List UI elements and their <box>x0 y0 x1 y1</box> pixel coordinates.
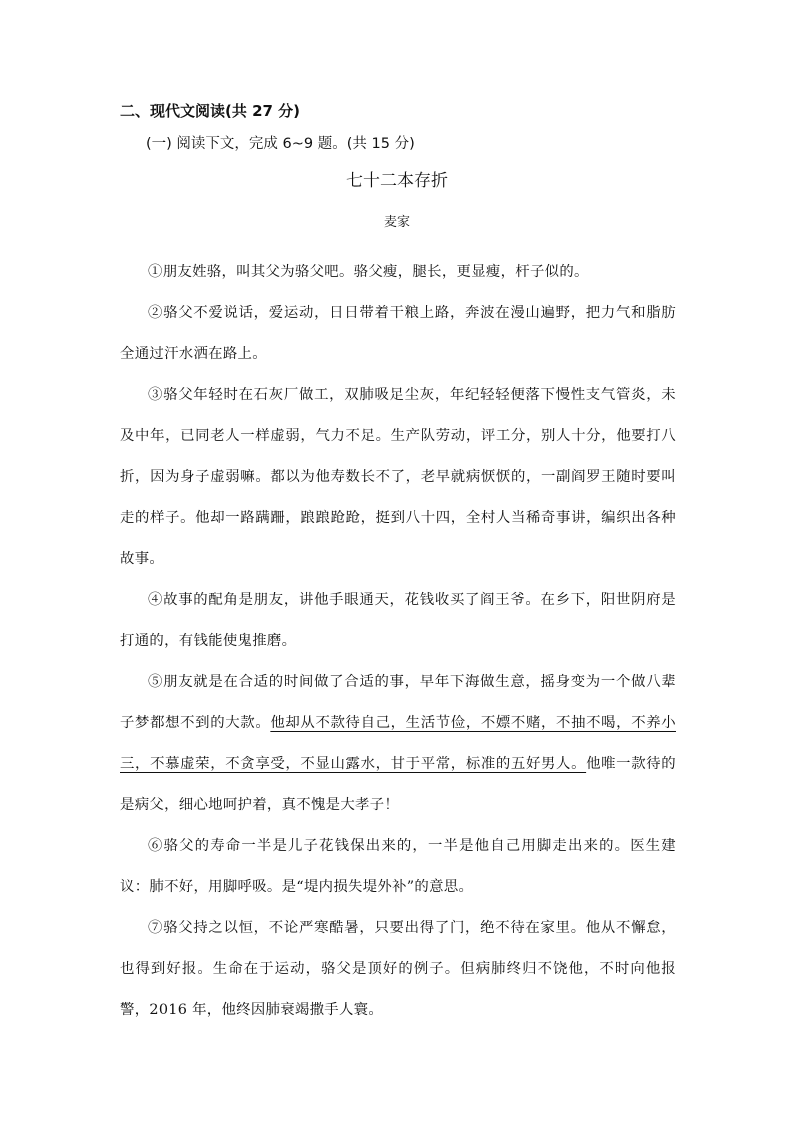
paragraph-5-tail: 他唯一款待的是病父，细心地呵护着，真不愧是大孝子！ <box>120 756 676 813</box>
paragraph-7: ⑦骆父持之以恒，不论严寒酷暑，只要出得了门，绝不待在家里。他从不懈怠，也得到好报。生命在于运动，骆父是顶好的例子。但病肺终归不饶他，不时向他报警，2016 年，他终因肺衰竭撒手人寰。 <box>120 920 676 1018</box>
reading-instruction: (一) 阅读下文，完成 6~9 题。(共 15 分) <box>146 136 415 152</box>
article-author: 麦家 <box>383 215 410 230</box>
article-body <box>120 252 676 1031</box>
paragraph-5-lead: ⑤朋友就是在合适的时间做了合适的事，早年下海做生意，摇身变为一个做八辈子梦都想不到的大款。 <box>120 674 676 731</box>
section-heading: 二、现代文阅读(共 27 分) <box>120 102 301 120</box>
paragraph-4: ④故事的配角是朋友，讲他手眼通天，花钱收买了阎王爷。在乡下，阳世阴府是打通的，有钱能使鬼推磨。 <box>120 592 676 649</box>
paragraph-1: ①朋友姓骆，叫其父为骆父吧。骆父瘦，腿长，更显瘦，杆子似的。 <box>148 264 589 280</box>
article-title: 七十二本存折 <box>346 171 448 191</box>
paragraph-5 <box>120 662 676 826</box>
paragraph-6: ⑥骆父的寿命一半是儿子花钱保出来的，一半是他自己用脚走出来的。医生建议：肺不好，用脚呼吸。是“堤内损失堤外补”的意思。 <box>120 838 676 895</box>
paragraph-2: ②骆父不爱说话，爱运动，日日带着干粮上路，奔波在漫山遍野，把力气和脂肪全通过汗水洒在路上。 <box>120 305 676 362</box>
paragraph-3: ③骆父年轻时在石灰厂做工，双肺吸足尘灰，年纪轻轻便落下慢性支气管炎，未及中年，已同老人一样虚弱，气力不足。生产队劳动，评工分，别人十分，他要打八折，因为身子虚弱嘛。都以为他寿数长不了，老早就病恹恹的，一副阎罗王随时要叫走的样子。他却一路蹒跚，踉踉跄跄，挺到八十四，全村人当稀奇事讲，编织出各种故事。 <box>120 387 676 567</box>
underlined-sentence: 他却从不款待自己，生活节俭，不嫖不赌，不抽不喝，不养小三，不慕虚荣，不贪享受，不显山露水，甘于平常，标准的五好男人。 <box>120 715 676 772</box>
